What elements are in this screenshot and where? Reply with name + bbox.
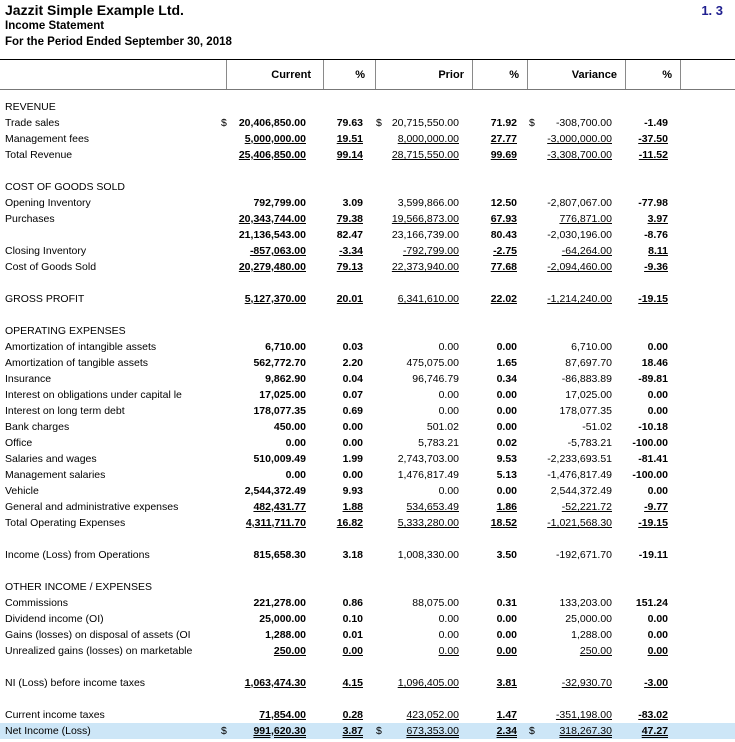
cell-pri: 2,743,703.00 (397, 453, 459, 465)
cell-p2: 3.50 (496, 549, 517, 561)
table-row (0, 355, 735, 371)
cell-p2: 18.52 (490, 517, 517, 529)
cell-p3: 3.97 (647, 213, 668, 225)
currency-sign: $ (529, 725, 535, 737)
cell-p1: 0.00 (342, 421, 363, 433)
cell-cur: 991,620.30 (253, 725, 306, 737)
cell-p2: 0.34 (496, 373, 517, 385)
cell-p1: 20.01 (336, 293, 363, 305)
cell-cur: 450.00 (273, 421, 306, 433)
cell-p1: 79.63 (336, 117, 363, 129)
cell-pri: 22,373,940.00 (391, 261, 459, 273)
currency-sign: $ (376, 725, 382, 737)
cell-cur: 250.00 (273, 645, 306, 657)
cell-p1: 1.99 (342, 453, 363, 465)
cell-p3: 0.00 (647, 645, 668, 657)
row-label: Trade sales (5, 117, 60, 129)
cell-p1: 1.88 (342, 501, 363, 513)
row-label: OTHER INCOME / EXPENSES (5, 581, 153, 593)
table-row (0, 291, 735, 307)
cell-cur: 17,025.00 (259, 389, 306, 401)
cell-pri: 0.00 (438, 405, 459, 417)
cell-var: -1,476,817.49 (547, 469, 612, 481)
cell-var: -192,671.70 (555, 549, 612, 561)
cell-cur: 20,406,850.00 (238, 117, 306, 129)
cell-p1: 82.47 (336, 229, 363, 241)
cell-p2: 77.68 (490, 261, 517, 273)
cell-var: -1,214,240.00 (547, 293, 612, 305)
cell-p2: 0.00 (496, 421, 517, 433)
cell-pri: 534,653.49 (406, 501, 459, 513)
cell-p2: 80.43 (490, 229, 517, 241)
cell-var: -2,233,693.51 (547, 453, 612, 465)
cell-p1: 0.04 (342, 373, 363, 385)
cell-p1: 2.20 (342, 357, 363, 369)
company-name: Jazzit Simple Example Ltd. (5, 2, 184, 18)
cell-p3: -100.00 (632, 469, 668, 481)
cell-var: -308,700.00 (555, 117, 612, 129)
cell-cur: -857,063.00 (249, 245, 306, 257)
cell-cur: 9,862.90 (265, 373, 306, 385)
cell-p3: -100.00 (632, 437, 668, 449)
cell-pri: 88,075.00 (412, 597, 459, 609)
cell-p2: 3.81 (496, 677, 517, 689)
table-row (0, 211, 735, 227)
column-header-current: Current (271, 69, 311, 81)
row-label: Current income taxes (5, 709, 105, 721)
cell-cur: 0.00 (285, 437, 306, 449)
cell-cur: 510,009.49 (253, 453, 306, 465)
currency-sign: $ (221, 725, 227, 737)
cell-cur: 4,311,711.70 (245, 517, 306, 529)
cell-p2: 0.00 (496, 629, 517, 641)
table-row (0, 179, 735, 195)
table-row (0, 147, 735, 163)
cell-cur: 1,288.00 (265, 629, 306, 641)
cell-p3: 0.00 (647, 613, 668, 625)
cell-pri: 8,000,000.00 (397, 133, 459, 145)
row-label: Dividend income (OI) (5, 613, 104, 625)
cell-pri: 0.00 (438, 341, 459, 353)
cell-p2: 99.69 (490, 149, 517, 161)
cell-p3: -1.49 (644, 117, 668, 129)
table-row (0, 419, 735, 435)
table-row (0, 707, 735, 723)
cell-cur: 0.00 (285, 469, 306, 481)
cell-p2: 27.77 (490, 133, 517, 145)
cell-cur: 6,710.00 (265, 341, 306, 353)
row-label: Salaries and wages (5, 453, 97, 465)
row-label: Commissions (5, 597, 69, 609)
table-row (0, 435, 735, 451)
table-row (0, 195, 735, 211)
cell-p2: 0.00 (496, 613, 517, 625)
cell-p2: -2.75 (493, 245, 517, 257)
header-rule (0, 89, 735, 90)
cell-p3: -19.11 (638, 549, 668, 561)
table-row (0, 115, 735, 131)
cell-p3: -77.98 (638, 197, 668, 209)
row-label (5, 227, 217, 243)
statement-title: Income Statement (5, 20, 105, 32)
cell-var: -2,030,196.00 (547, 229, 612, 241)
row-label: Office (5, 437, 33, 449)
cell-p3: -10.18 (638, 421, 668, 433)
cell-cur: 1,063,474.30 (244, 677, 306, 689)
cell-p1: 0.86 (342, 597, 363, 609)
cell-var: -1,021,568.30 (547, 517, 612, 529)
cell-p1: 4.15 (342, 677, 363, 689)
cell-cur: 20,343,744.00 (238, 213, 306, 225)
table-row (0, 339, 735, 355)
cell-cur: 5,127,370.00 (244, 293, 306, 305)
table-row (0, 675, 735, 691)
cell-pri: 673,353.00 (406, 725, 459, 737)
column-header-pct-current: % (355, 69, 365, 81)
cell-var: -51.02 (582, 421, 612, 433)
row-label: Closing Inventory (5, 245, 87, 257)
cell-cur: 71,854.00 (259, 709, 306, 721)
cell-var: -5,783.21 (567, 437, 612, 449)
cell-p2: 0.00 (496, 645, 517, 657)
period-subtitle: For the Period Ended September 30, 2018 (5, 36, 232, 48)
row-label: NI (Loss) before income taxes (5, 677, 146, 689)
table-row (0, 547, 735, 563)
cell-var: -351,198.00 (555, 709, 612, 721)
table-row (0, 259, 735, 275)
row-label: GROSS PROFIT (5, 293, 85, 305)
cell-cur: 221,278.00 (253, 597, 306, 609)
row-label: Total Revenue (5, 149, 73, 161)
currency-sign: $ (529, 117, 535, 129)
table-row (0, 579, 735, 595)
cell-pri: 0.00 (438, 629, 459, 641)
cell-p1: 0.00 (342, 469, 363, 481)
cell-p3: 0.00 (647, 389, 668, 401)
cell-p2: 1.65 (496, 357, 517, 369)
currency-sign: $ (221, 117, 227, 129)
cell-p2: 22.02 (490, 293, 517, 305)
cell-p2: 1.86 (496, 501, 517, 513)
cell-var: 87,697.70 (565, 357, 612, 369)
table-row (0, 323, 735, 339)
cell-cur: 21,136,543.00 (238, 229, 306, 241)
cell-pri: 96,746.79 (412, 373, 459, 385)
cell-p1: 0.00 (342, 437, 363, 449)
table-row (0, 595, 735, 611)
cell-p2: 0.00 (496, 341, 517, 353)
cell-p1: 0.07 (342, 389, 363, 401)
cell-cur: 5,000,000.00 (244, 133, 306, 145)
cell-pri: 0.00 (438, 613, 459, 625)
table-row (0, 467, 735, 483)
cell-cur: 792,799.00 (253, 197, 306, 209)
table-row (0, 243, 735, 259)
cell-p1: 79.38 (336, 213, 363, 225)
cell-var: 776,871.00 (559, 213, 612, 225)
cell-cur: 20,279,480.00 (238, 261, 306, 273)
column-divider (680, 60, 681, 89)
cell-p1: 99.14 (336, 149, 363, 161)
cell-pri: 501.02 (426, 421, 459, 433)
cell-var: 1,288.00 (571, 629, 612, 641)
row-label: Cost of Goods Sold (5, 261, 97, 273)
cell-cur: 25,000.00 (259, 613, 306, 625)
cell-p2: 0.00 (496, 405, 517, 417)
row-label: Management fees (5, 133, 90, 145)
cell-p3: 0.00 (647, 341, 668, 353)
row-label: Gains (losses) on disposal of assets (OI (5, 629, 191, 641)
cell-p3: 0.00 (647, 629, 668, 641)
cell-var: -2,807,067.00 (547, 197, 612, 209)
cell-p3: -19.15 (638, 517, 668, 529)
cell-pri: 1,008,330.00 (397, 549, 459, 561)
column-header-pct-prior: % (509, 69, 519, 81)
cell-p3: -37.50 (638, 133, 668, 145)
cell-pri: 1,096,405.00 (397, 677, 459, 689)
table-row (0, 723, 735, 739)
cell-var: -3,308,700.00 (547, 149, 612, 161)
cell-var: 250.00 (579, 645, 612, 657)
row-label: Insurance (5, 373, 52, 385)
cell-p2: 9.53 (496, 453, 517, 465)
cell-p3: -81.41 (638, 453, 668, 465)
cell-p3: 0.00 (647, 485, 668, 497)
cell-pri: 23,166,739.00 (391, 229, 459, 241)
cell-pri: 28,715,550.00 (391, 149, 459, 161)
table-row (0, 371, 735, 387)
column-divider (625, 60, 626, 89)
cell-var: 6,710.00 (571, 341, 612, 353)
table-row (0, 99, 735, 115)
cell-p2: 67.93 (490, 213, 517, 225)
cell-cur: 562,772.70 (253, 357, 306, 369)
column-header-variance: Variance (571, 69, 617, 81)
table-row (0, 611, 735, 627)
cell-p1: 0.01 (342, 629, 363, 641)
cell-pri: 19,566,873.00 (391, 213, 459, 225)
cell-p2: 0.31 (496, 597, 517, 609)
row-label: General and administrative expenses (5, 501, 179, 513)
cell-p1: 0.03 (342, 341, 363, 353)
row-label: Interest on obligations under capital le (5, 389, 182, 401)
row-label: Bank charges (5, 421, 70, 433)
table-row (0, 499, 735, 515)
cell-pri: 1,476,817.49 (397, 469, 459, 481)
cell-var: 25,000.00 (565, 613, 612, 625)
cell-p2: 0.00 (496, 389, 517, 401)
row-label: Interest on long term debt (5, 405, 125, 417)
cell-cur: 482,431.77 (253, 501, 306, 513)
cell-cur: 178,077.35 (253, 405, 306, 417)
cell-pri: -792,799.00 (402, 245, 459, 257)
cell-p2: 0.00 (496, 485, 517, 497)
row-label: Amortization of tangible assets (5, 357, 148, 369)
cell-p3: 8.11 (648, 245, 668, 257)
cell-pri: 6,341,610.00 (397, 293, 459, 305)
cell-p2: 12.50 (490, 197, 517, 209)
cell-var: -3,000,000.00 (547, 133, 612, 145)
cell-p1: 0.69 (342, 405, 363, 417)
row-label: Amortization of intangible assets (5, 341, 157, 353)
row-label: COST OF GOODS SOLD (5, 181, 125, 193)
row-label: Net Income (Loss) (5, 725, 91, 737)
cell-pri: 423,052.00 (406, 709, 459, 721)
cell-var: -2,094,460.00 (547, 261, 612, 273)
row-label: Vehicle (5, 485, 39, 497)
table-row (0, 643, 735, 659)
cell-p3: 151.24 (635, 597, 668, 609)
cell-p1: 3.09 (342, 197, 363, 209)
cell-pri: 0.00 (438, 485, 459, 497)
table-row (0, 403, 735, 419)
row-label: Unrealized gains (losses) on marketable (5, 645, 193, 657)
cell-var: 318,267.30 (559, 725, 612, 737)
cell-var: 133,203.00 (559, 597, 612, 609)
cell-p1: 16.82 (336, 517, 363, 529)
row-label: Management salaries (5, 469, 106, 481)
cell-pri: 20,715,550.00 (391, 117, 459, 129)
cell-pri: 0.00 (438, 645, 459, 657)
row-label: Total Operating Expenses (5, 517, 126, 529)
table-row (0, 451, 735, 467)
table-row (0, 515, 735, 531)
cell-p2: 71.92 (490, 117, 517, 129)
row-label: Income (Loss) from Operations (5, 549, 150, 561)
cell-p2: 2.34 (496, 725, 517, 737)
column-header-prior: Prior (438, 69, 464, 81)
cell-cur: 25,406,850.00 (238, 149, 306, 161)
cell-p1: 0.10 (342, 613, 363, 625)
cell-cur: 2,544,372.49 (244, 485, 306, 497)
cell-p3: -19.15 (638, 293, 668, 305)
row-label: OPERATING EXPENSES (5, 325, 126, 337)
row-label: Purchases (5, 213, 55, 225)
cell-p1: 0.00 (342, 645, 363, 657)
cell-p3: -3.00 (644, 677, 668, 689)
cell-var: -86,883.89 (561, 373, 612, 385)
cell-pri: 475,075.00 (406, 357, 459, 369)
cell-p3: -8.76 (644, 229, 668, 241)
cell-p2: 5.13 (496, 469, 517, 481)
cell-var: -64,264.00 (561, 245, 612, 257)
cell-p3: -9.77 (644, 501, 668, 513)
currency-sign: $ (376, 117, 382, 129)
cell-p3: 47.27 (641, 725, 668, 737)
column-header-pct-variance: % (662, 69, 672, 81)
row-label: REVENUE (5, 101, 56, 113)
cell-p3: -11.52 (638, 149, 668, 161)
cell-p1: -3.34 (339, 245, 363, 257)
table-row (0, 387, 735, 403)
table-row (0, 131, 735, 147)
table-row (0, 627, 735, 643)
cell-var: 17,025.00 (565, 389, 612, 401)
table-row (0, 227, 735, 243)
cell-pri: 0.00 (438, 389, 459, 401)
cell-var: -52,221.72 (561, 501, 612, 513)
cell-p2: 1.47 (496, 709, 517, 721)
cell-p1: 19.51 (336, 133, 363, 145)
cell-var: -32,930.70 (561, 677, 612, 689)
cell-p1: 3.18 (342, 549, 363, 561)
cell-p3: -83.02 (638, 709, 668, 721)
cell-p1: 9.93 (342, 485, 363, 497)
table-row (0, 483, 735, 499)
cell-pri: 5,333,280.00 (397, 517, 459, 529)
cell-cur: 815,658.30 (253, 549, 306, 561)
cell-p1: 0.28 (342, 709, 363, 721)
page-number: 1. 3 (701, 3, 723, 18)
cell-p1: 79.13 (336, 261, 363, 273)
cell-p3: 18.46 (641, 357, 668, 369)
cell-p1: 3.87 (342, 725, 363, 737)
cell-pri: 3,599,866.00 (397, 197, 459, 209)
row-label: Opening Inventory (5, 197, 91, 209)
cell-p3: -9.36 (644, 261, 668, 273)
cell-var: 2,544,372.49 (550, 485, 612, 497)
cell-p3: -89.81 (638, 373, 668, 385)
cell-var: 178,077.35 (559, 405, 612, 417)
cell-p3: 0.00 (647, 405, 668, 417)
cell-pri: 5,783.21 (418, 437, 459, 449)
cell-p2: 0.02 (496, 437, 517, 449)
